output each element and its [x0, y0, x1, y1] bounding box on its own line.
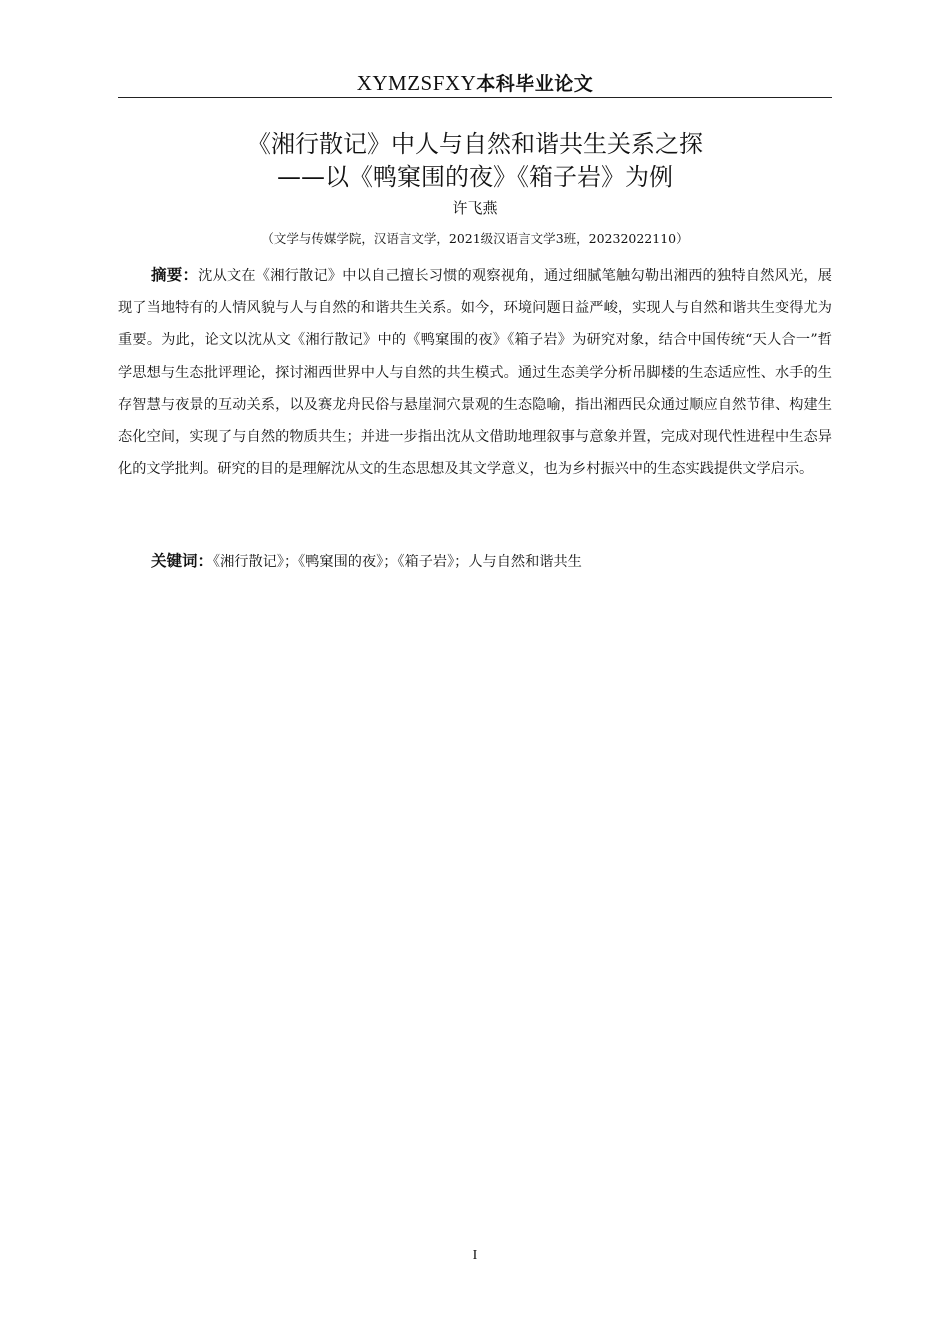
title-line-2: ——以《鸭窠围的夜》《箱子岩》为例	[277, 163, 673, 191]
page-header	[118, 70, 832, 98]
author-affiliation: （文学与传媒学院，汉语言文学，2021级汉语言文学3班，20232022110）	[261, 231, 689, 246]
abstract-label: 摘要：	[151, 266, 199, 284]
abstract-text: 沈从文在《湘行散记》中以自己擅长习惯的观察视角，通过细腻笔触勾勒出湘西的独特自然风光，展现了当地特有的人情风貌与人与自然的和谐共生关系。如今，环境问题日益严峻，实现人与自然和谐共生变得尤为重要。为此，论文以沈从文《湘行散记》中的《鸭窠围的夜》《箱子岩》为研究对象，结合中国传统“天人合一”哲学思想与生态批评理论，探讨湘西世界中人与自然的共生模式。通过生态美学分析吊脚楼的生态适应性、水手的生存智慧与夜景的互动关系，以及赛龙舟民俗与悬崖洞穴景观的生态隐喻，指出湘西民众通过顺应自然节律、构建生态化空间，实现了与自然的物质共生；并进一步指出沈从文借助地理叙事与意象并置，完成对现代性进程中生态异化的文学批判。研究的目的是理解沈从文的生态思想及其文学意义，也为乡村振兴中的生态实践提供文学启示。	[118, 268, 832, 478]
author-name: 许飞燕	[452, 199, 498, 217]
title-line-1: 《湘行散记》中人与自然和谐共生关系之探	[247, 130, 703, 158]
header-thesis-type: 本科毕业论文	[476, 73, 594, 95]
keywords-text: 《湘行散记》；《鸭窠围的夜》；《箱子岩》；人与自然和谐共生	[213, 554, 582, 570]
page-number: I	[472, 1248, 478, 1263]
abstract-paragraph	[118, 259, 832, 485]
keywords-paragraph	[118, 546, 832, 577]
header-school-code: XYMZSFXY	[356, 71, 477, 95]
keywords-label: 关键词：	[151, 552, 214, 570]
